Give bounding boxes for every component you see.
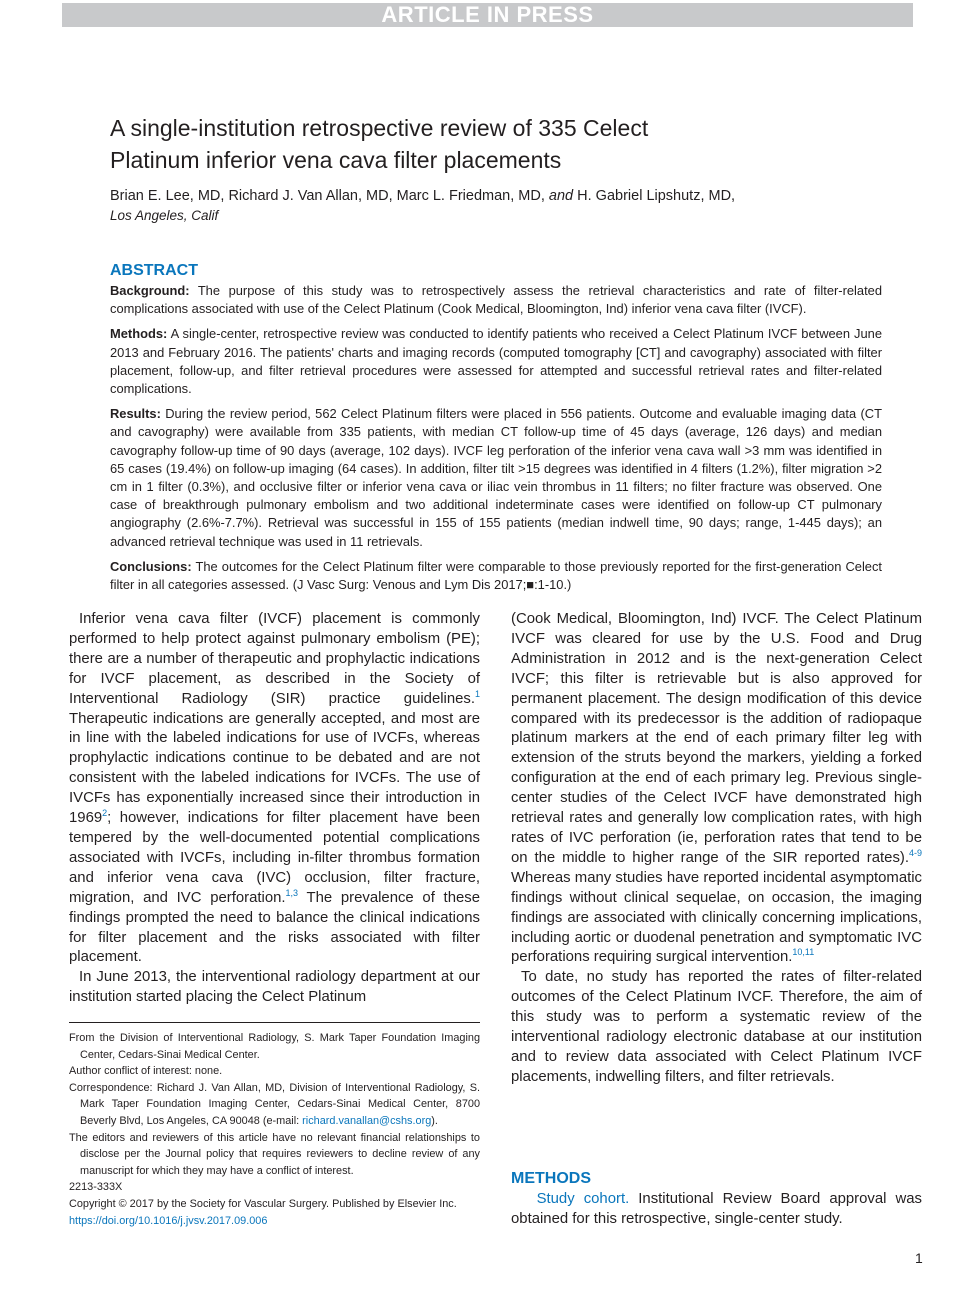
- authors-part-1: Brian E. Lee, MD, Richard J. Van Allan, MD, Marc L. Friedman, MD,: [110, 188, 545, 204]
- footnote-editors: The editors and reviewers of this article have no relevant financial relationships to disclose per the Journal policy that requires reviewers to decline review of any manuscript for which they may have a conflict of interest.: [69, 1131, 480, 1177]
- methods-text: A single-center, retrospective review was conducted to identify patients who received a Celect Platinum IVCF between June 2013 and February 2016. The patients' charts and imaging records (computed tomography [CT] and cavography) associated with filter placement, follow-up, and filter retrieval procedures were assessed for attempted and successful retrieval rates and filter-related complications.: [110, 326, 882, 397]
- p1-text-c: ; however, indications for filter placement have been tempered by the well-documented potential complications associated with IVCFs, including in-filter thrombus formation and inferior vena cava (IVC) occlusion, filter fracture, migration, and IVC perforation.: [69, 810, 480, 906]
- copyright: Copyright © 2017 by the Society for Vascular Surgery. Published by Elsevier Inc.: [69, 1197, 457, 1210]
- title-line-2: Platinum inferior vena cava filter placements: [110, 147, 562, 173]
- p1-text-d: The prevalence of these findings prompted the need to balance the clinical indications for filter placement and the risks associated with filter placement.: [69, 889, 480, 966]
- reference-2-link[interactable]: 2: [102, 808, 108, 819]
- intro-paragraph-1: [69, 610, 480, 968]
- p1-text-a: Inferior vena cava filter (IVCF) placement is commonly performed to help protect against pulmonary embolism (PE); there are a number of therapeutic and prophylactic indications for IVCF placement, as described in the Society of Interventional Radiology (SIR) practice guidelines.: [69, 611, 480, 707]
- email-link[interactable]: richard.vanallan@cshs.org: [302, 1114, 432, 1127]
- doi-link[interactable]: https://doi.org/10.1016/j.jvsv.2017.09.006: [69, 1214, 268, 1227]
- correspondence-text: Correspondence: Richard J. Van Allan, MD, Division of Interventional Radiology, S. Mark Taper Foundation Imaging Center, Cedars-Sinai Medical Center, 8700 Beverly Blvd, Los Angeles, CA 90048 (e-mail:: [69, 1081, 480, 1127]
- methods-label: Methods:: [110, 326, 168, 342]
- p3-text-b: Whereas many studies have reported incidental asymptomatic findings without clinical sequelae, on occasion, the imaging findings are associated with clinically concerning implications, including aortic or duodenal penetration and symptomatic IVC perforations requiring surgical intervention.: [511, 869, 922, 966]
- conclusions-text: The outcomes for the Celect Platinum filter were comparable to those previously reported for the first-generation Celect filter in all categories assessed. (J Vasc Surg: Venous and Lym Dis 2017;■:1-10.): [110, 558, 883, 593]
- body-column-right: [511, 610, 922, 1088]
- body-column-left: [69, 610, 480, 1008]
- abstract-methods: [110, 325, 882, 398]
- p1-text-b: Therapeutic indications are generally accepted, and most are in line with the labeled indications for use of IVCFs, whereas prophylactic indications continue to be debated and are not consistent with the labeled indications for IVCFs. The use of IVCFs has exponentially increased since their introduction in 1969: [69, 710, 480, 827]
- methods-heading: METHODS: [511, 1170, 591, 1187]
- results-text: During the review period, 562 Celect Platinum filters were placed in 556 patients. Outcome and evaluable imaging data (CT and cavography) were available from 335 patients, with median CT follow-up time of 45 days (average, 126 days) and median cavography follow-up time of 90 days (average, 102 days). IVCF leg perforation of the inferior vena cava wall >3 mm was identified in 65 cases (19.4%) on follow-up imaging (64 cases). In addition, filter tilt >15 degrees was identified in 4 filters (1.2%), filter migration >2 cm in 1 filter (0.3%), and occlusive filter or inferior vena cava or iliac vein thrombus in 11 filters; no filter fracture was observed. One case of breakthrough pulmonary embolism and two additional indeterminate cases were identified on follow-up CT pulmonary angiography (2.6%-7.7%). Retrieval was successful in 155 of 155 patients (median indwell time, 90 days; range, 1-445 days); an advanced retrieval technique was used in 11 retrievals.: [110, 406, 882, 549]
- abstract: [110, 282, 882, 601]
- footnote-conflict: Author conflict of interest: none.: [69, 1065, 223, 1078]
- abstract-heading: ABSTRACT: [110, 262, 198, 279]
- author-list: [110, 186, 890, 206]
- intro-paragraph-2: In June 2013, the interventional radiology department at our institution started placing the Celect Platinum: [69, 969, 480, 1006]
- footnote-correspondence: [69, 1080, 480, 1130]
- issn: 2213-333X: [69, 1181, 123, 1194]
- footnote-from: From the Division of Interventional Radiology, S. Mark Taper Foundation Imaging Center, Cedars-Sinai Medical Center.: [69, 1032, 480, 1061]
- reference-10-11-link[interactable]: 10,11: [792, 947, 815, 958]
- p3-text-a: (Cook Medical, Bloomington, Ind) IVCF. The Celect Platinum IVCF was cleared for use by the U.S. Food and Drug Administration in 2012 and is the next-generation Celect IVCF; this filter is retrievable but is also approved for permanent placement. The design modification of this device compared with its predecessor is the addition of radiopaque platinum markers at the end of each primary filter leg with extension of the struts beyond the markers, yielding a forked configuration at the end of each primary leg. Previous single-center studies of the Celect IVCF have demonstrated high retrieval rates and generally low complication rates, with high rates of IVC perforation (ie, perforation rates that tend to be on the middle to higher range of the SIR reported rates).: [511, 611, 922, 866]
- study-cohort-subheading: Study cohort.: [536, 1191, 630, 1207]
- methods-paragraph: [511, 1190, 922, 1230]
- abstract-conclusions: [110, 558, 882, 594]
- article-title: [110, 112, 890, 176]
- authors-and: and: [548, 188, 574, 204]
- abstract-background: [110, 282, 882, 318]
- correspondence-end: ).: [431, 1114, 438, 1127]
- reference-1-3-link[interactable]: 1,3: [285, 887, 299, 898]
- results-label: Results:: [110, 406, 161, 422]
- reference-1-link[interactable]: 1: [474, 688, 480, 699]
- abstract-results: [110, 405, 882, 551]
- conclusions-label: Conclusions:: [110, 558, 192, 574]
- reference-4-9-link[interactable]: 4-9: [908, 847, 922, 858]
- intro-paragraph-3: [511, 610, 922, 968]
- intro-paragraph-4: To date, no study has reported the rates of filter-related outcomes of the Celect Platinum IVCF. Therefore, the aim of this study was to perform a systematic review of the interventional radiology electronic database at our institution and to review data associated with Celect Platinum IVCF placements, indwelling filters, and filter retrievals.: [511, 969, 922, 1085]
- background-text: The purpose of this study was to retrospectively assess the retrieval characteristics and rate of filter-related complications associated with use of the Celect Platinum (Cook Medical, Bloomington, Ind) inferior vena cava filter (IVCF).: [110, 283, 882, 317]
- article-in-press-banner: ARTICLE IN PRESS: [62, 3, 913, 27]
- footnote-divider: [69, 1022, 480, 1023]
- authors-part-2: H. Gabriel Lipshutz, MD,: [577, 188, 736, 204]
- footnotes: [69, 1030, 480, 1229]
- affiliation: Los Angeles, Calif: [110, 208, 219, 223]
- methods-body-text: Institutional Review Board approval was obtained for this retrospective, single-center study.: [511, 1191, 922, 1227]
- page-number: 1: [915, 1250, 923, 1266]
- title-line-1: A single-institution retrospective review of 335 Celect: [110, 115, 649, 141]
- background-label: Background:: [110, 283, 190, 298]
